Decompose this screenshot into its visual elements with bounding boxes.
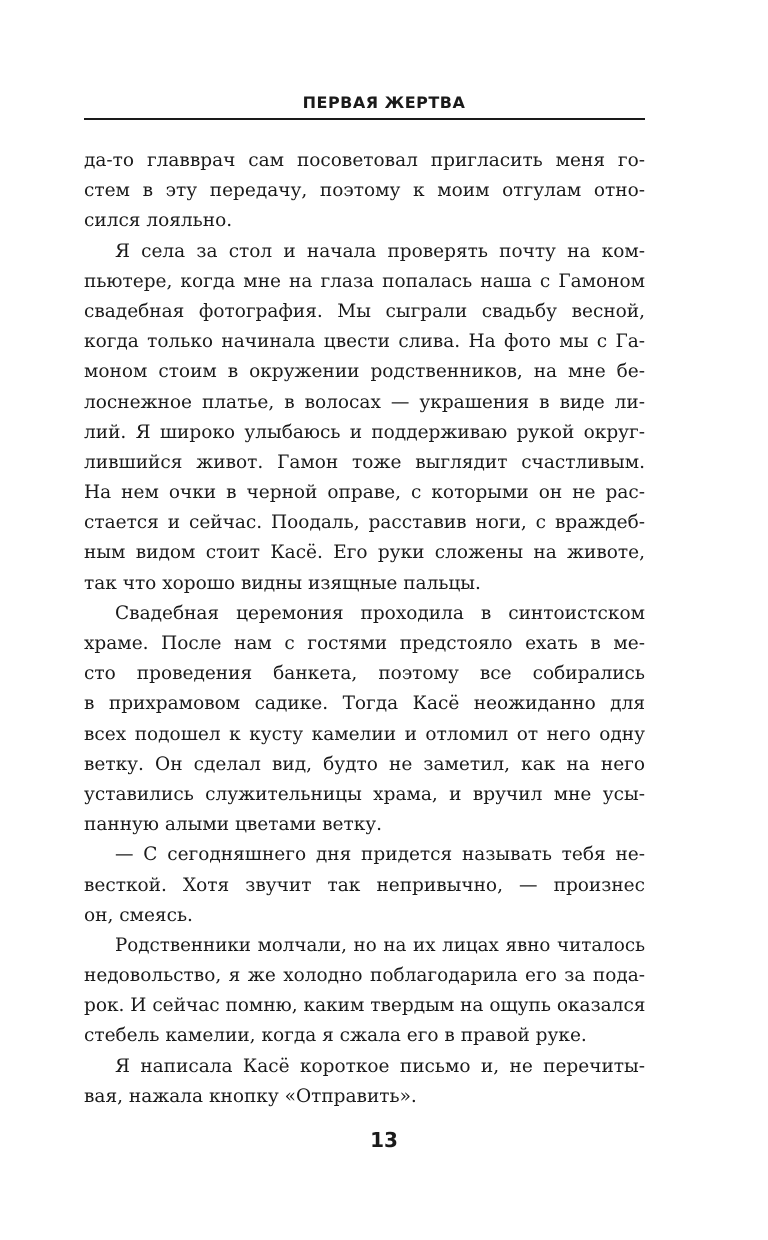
text-line: Я написала Касё короткое письмо и, не перечиты- (115, 1055, 645, 1077)
text-line: когда только начинала цвести слива. На фото мы с Га- (84, 331, 645, 353)
text-line: так что хорошо видны изящные пальцы. (84, 572, 481, 594)
header-rule (84, 118, 645, 120)
text-line: лий. Я широко улыбаюсь и поддерживаю рукой округ- (84, 421, 645, 443)
text-line: На нем очки в черной оправе, с которыми он не рас- (84, 482, 645, 504)
paragraph (84, 931, 645, 1052)
text-line: всех подошел к кусту камелии и отломил от него одну (84, 723, 645, 745)
text-line: в прихрамовом садике. Тогда Касё неожиданно для (84, 693, 645, 715)
text-line: Родственники молчали, но на их лицах явно читалось (115, 934, 645, 956)
text-line: ветку. Он сделал вид, будто не заметил, как на него (84, 753, 645, 775)
text-line: храме. После нам с гостями предстояло ехать в ме- (84, 633, 645, 654)
text-line: — С сегодняшнего дня придется называть тебя не- (115, 844, 645, 866)
paragraph (84, 1052, 645, 1112)
page-number: 13 (370, 1128, 398, 1152)
text-line: весткой. Хотя звучит так непривычно, — произнес (84, 874, 645, 896)
paragraph (84, 237, 645, 599)
text-line: Я села за стол и начала проверять почту на ком- (115, 240, 645, 262)
text-line: рок. И сейчас помню, каким твердым на ощупь оказался (84, 995, 646, 1017)
text-line: да-то главврач сам посоветовал пригласить меня го- (84, 150, 645, 171)
text-line: лоснежное платье, в волосах — украшения в виде ли- (84, 391, 645, 413)
text-line: ным видом стоит Касё. Его руки сложены на животе, (84, 542, 645, 564)
text-line: уставились служительницы храма, и вручил мне усы- (84, 783, 645, 805)
body-text (84, 146, 645, 1112)
text-line: сился лояльно. (84, 210, 233, 232)
paragraph (84, 146, 645, 237)
dialogue-paragraph (84, 840, 645, 931)
text-line: вая, нажала кнопку «Отправить». (84, 1085, 417, 1107)
paragraph (84, 599, 645, 841)
text-line: стебель камелии, когда я сжала его в правой руке. (84, 1025, 587, 1047)
text-line: панную алыми цветами ветку. (84, 814, 383, 836)
text-line: сто проведения банкета, поэтому все собирались (84, 663, 645, 685)
text-line: моном стоим в окружении родственников, на мне бе- (84, 361, 645, 383)
text-line: стается и сейчас. Поодаль, расставив ноги, с враждеб- (84, 512, 645, 534)
text-line: недовольство, я же холодно поблагодарила его за пода- (84, 965, 645, 987)
text-line: пьютере, когда мне на глаза попалась наша с Гамоном (84, 270, 645, 292)
text-line: Свадебная церемония проходила в синтоистском (115, 602, 645, 624)
text-line: стем в эту передачу, поэтому к моим отгулам отно- (84, 180, 645, 202)
text-line: лившийся живот. Гамон тоже выглядит счастливым. (84, 451, 645, 473)
running-head: ПЕРВАЯ ЖЕРТВА (302, 93, 466, 112)
text-line: он, смеясь. (84, 904, 193, 926)
text-line: свадебная фотография. Мы сыграли свадьбу весной, (84, 300, 645, 322)
